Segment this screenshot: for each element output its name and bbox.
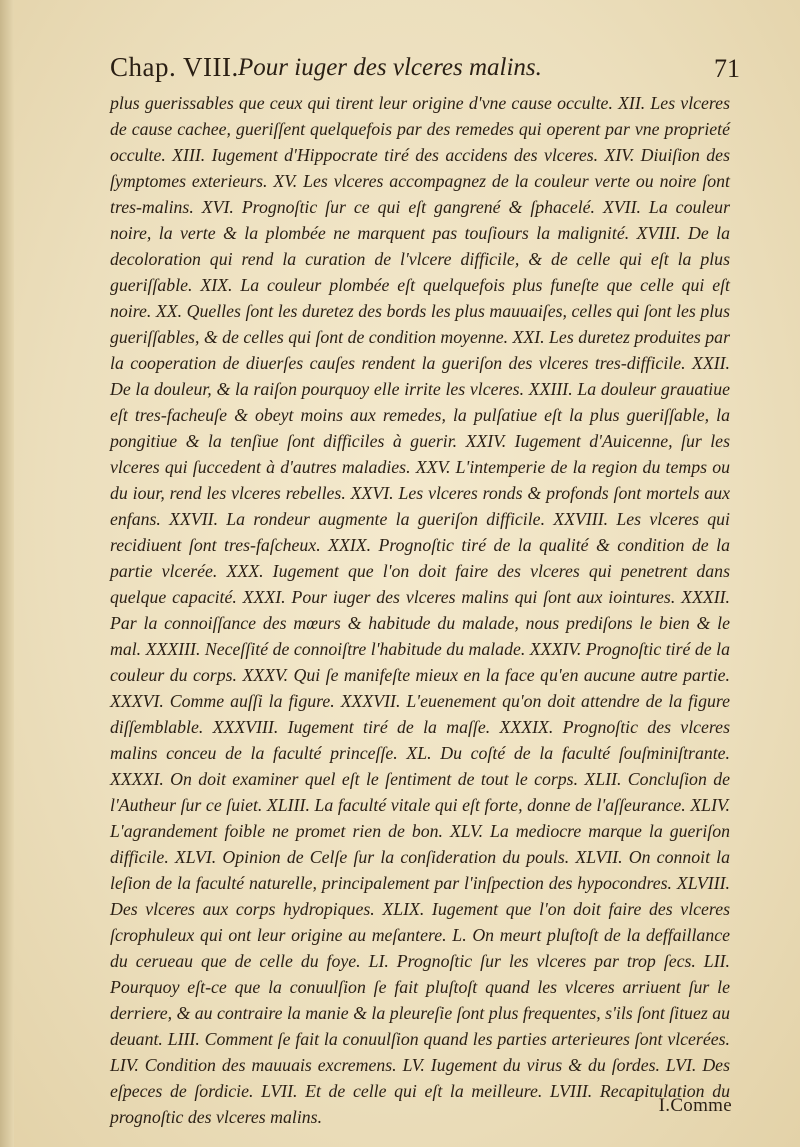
page-number: 71 bbox=[714, 54, 740, 83]
running-header bbox=[110, 52, 740, 92]
chapter-summary-text: plus guerissables que ceux qui tirent leur origine d'vne cause occulte. XII. Les vlceres de cause cachee, gueriſſent quelquefois par des remedes qui operent par vne proprieté occulte. XIII. Iugement d'Hippocrate tiré des accidens des vlceres. XIV. Diuiſion des ſymptomes exterieurs. XV. Les vlceres accompagnez de la couleur verte ou noire ſont tres-malins. XVI. Prognoſtic ſur ce qui eſt gangrené & ſphacelé. XVII. La couleur noire, la verte & la plombée ne marquent pas touſiours la malignité. XVIII. De la decoloration qui rend la curation de l'vlcere difficile, & de celle qui eſt la plus gueriſſable. XIX. La couleur plombée eſt quelquefois plus funeſte que celle qui eſt noire. XX. Quelles ſont les duretez des bords les plus mauuaiſes, celles qui ſont les plus gueriſſables, & de celles qui ſont de condition moyenne. XXI. Les duretez produites par la cooperation de diuerſes cauſes rendent la gueriſon des vlceres tres-difficile. XXII. De la douleur, & la raiſon pourquoy elle irrite les vlceres. XXIII. La douleur grauatiue eſt tres-facheuſe & obeyt moins aux remedes, la pulſatiue eſt la plus gueriſſable, la pongitiue & la tenſiue ſont difficiles à guerir. XXIV. Iugement d'Auicenne, ſur les vlceres qui ſuccedent à d'autres maladies. XXV. L'intemperie de la region du temps ou du iour, rend les vlceres rebelles. XXVI. Les vlceres ronds & profonds ſont mortels aux enfans. XXVII. La rondeur augmente la gueriſon difficile. XXVIII. Les vlceres qui recidiuent ſont tres-faſcheux. XXIX. Prognoſtic tiré de la qualité & condition de la partie vlcerée. XXX. Iugement que l'on doit faire des vlceres qui penetrent dans quelque capacité. XXXI. Pour iuger des vlceres malins qui ſont aux iointures. XXXII. Par la connoiſſance des mœurs & habitude du malade, nous prediſons le bien & le mal. XXXIII. Neceſſité de connoiſtre l'habitude du malade. XXXIV. Prognoſtic tiré de la couleur du corps. XXXV. Qui ſe manifeſte mieux en la face qu'en aucune autre partie. XXXVI. Comme auſſi la figure. XXXVII. L'euenement qu'on doit attendre de la figure diſſemblable. XXXVIII. Iugement tiré de la maſſe. XXXIX. Prognoſtic des vlceres malins conceu de la faculté princeſſe. XL. Du coſté de la faculté ſouſminiſtrante. XXXXI. On doit examiner quel eſt le ſentiment de tout le corps. XLII. Concluſion de l'Autheur ſur ce ſuiet. XLIII. La faculté vitale qui eſt forte, donne de l'aſſeurance. XLIV. L'agrandement foible ne promet rien de bon. XLV. La mediocre marque la gueriſon difficile. XLVI. Opinion de Celſe ſur la conſideration du pouls. XLVII. On connoit la leſion de la faculté naturelle, principalement par l'inſpection des hypocondres. XLVIII. Des vlceres aux corps hydropiques. XLIX. Iugement que l'on doit faire des vlceres ſcrophuleux qui ont leur origine au meſantere. L. On meurt pluſtoſt de la deffaillance du cerueau que de celle du foye. LI. Prognoſtic ſur les vlceres par trop ſecs. LII. Pourquoy eſt-ce que la conuulſion ſe fait pluſtoſt quand les vlceres arriuent ſur le derriere, & au contraire la manie & la pleureſie ſont plus frequentes, s'ils ſont ſituez au deuant. LIII. Comment ſe fait la conuulſion quand les parties arterieures ſont vlcerées. LIV. Condition des mauuais excremens. LV. Iugement du virus & du ſordes. LVI. Des eſpeces de ſordicie. LVII. Et de celle qui eſt la meilleure. LVIII. Recapitulation du prognoſtic des vlceres malins. bbox=[110, 93, 730, 1127]
page-gutter-shadow bbox=[0, 0, 14, 1147]
catchword: I.Comme bbox=[658, 1095, 732, 1116]
running-title: Pour iuger des vlceres malins. bbox=[238, 54, 542, 81]
chapter-label: Chap. VIII. bbox=[110, 52, 239, 82]
